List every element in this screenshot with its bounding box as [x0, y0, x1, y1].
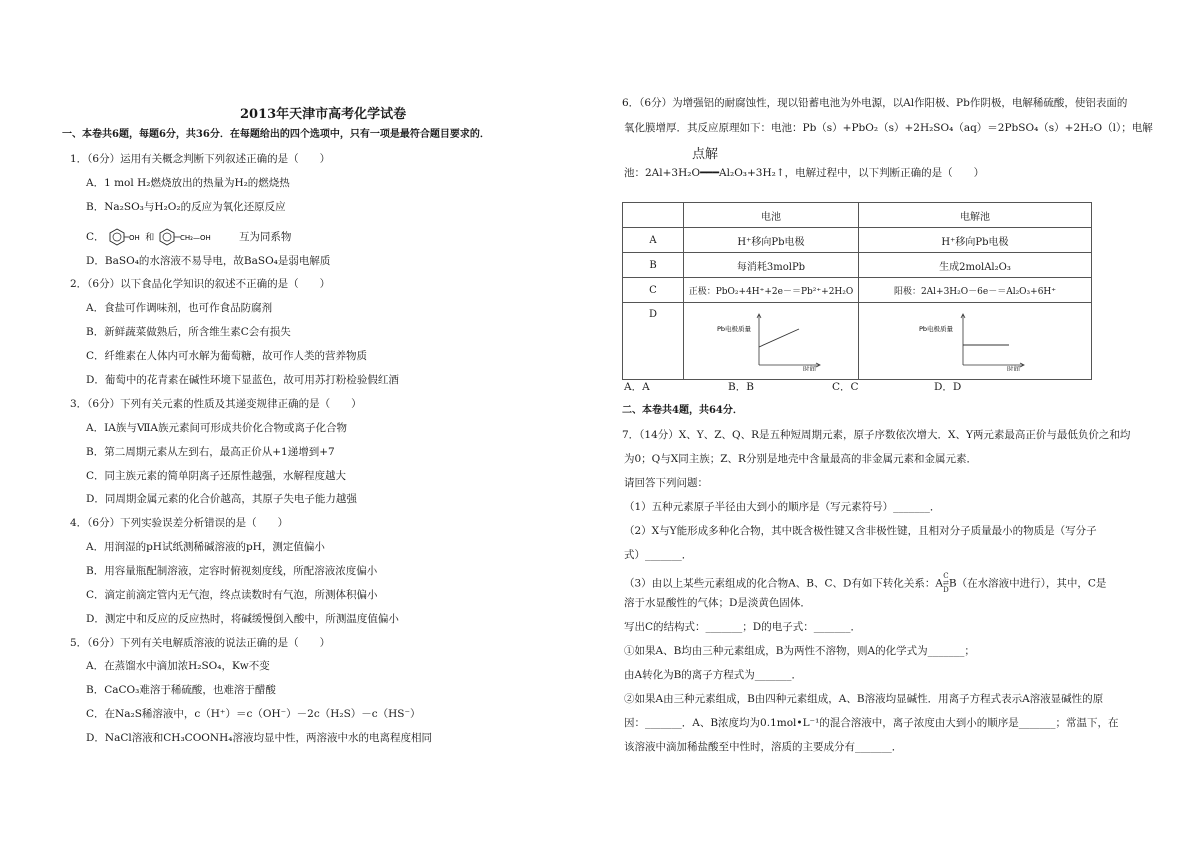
q1-option-c-prefix: C． [86, 231, 105, 243]
table-corner-cell [623, 203, 684, 228]
page-title: 2013年天津市高考化学试卷 [240, 107, 407, 122]
table-cell: 生成2molAl₂O₃ [859, 253, 1092, 278]
table-cell: H⁺移向Pb电极 [859, 228, 1092, 253]
table-row [623, 253, 1092, 278]
benzyl-alcohol-structure-icon [158, 226, 236, 248]
q3-option-a: A．ⅠA族与ⅦA族元素间可形成共价化合物或离子化合物 [86, 422, 347, 434]
q2-stem: 2．（6分）以下食品化学知识的叙述不正确的是（ ） [70, 278, 331, 290]
q7-part3-b: 溶于水显酸性的气体；D是淡黄色固体． [624, 597, 811, 609]
q6-line2: 氧化膜增厚．其反应原理如下：电池：Pb（s）+PbO₂（s）+2H₂SO₄（aq）＝2PbSO₄（s）+2H₂O（l）；电解 [624, 122, 1153, 134]
graph-battery-mass-increase [711, 309, 831, 371]
table-row [623, 303, 1092, 380]
table-cell: H⁺移向Pb电极 [684, 228, 859, 253]
q7-line1: 7．（14分）X、Y、Z、Q、R是五种短周期元素，原子序数依次增大．X、Y两元素最高正价与最低负价之和均 [622, 429, 1131, 441]
table-cell-graph-battery [684, 303, 859, 380]
table-header-battery: 电池 [684, 203, 859, 228]
q4-stem: 4．（6分）下列实验误差分析错误的是（ ） [70, 517, 289, 529]
q1-mol2-label: CH₂—OH [179, 234, 211, 242]
q6-table [622, 202, 1092, 380]
table-row-label: A [623, 228, 684, 253]
q1-option-c-he: 和 [145, 233, 155, 243]
q3-option-c: C．同主族元素的简单阴离子还原性越强，水解程度越大 [86, 470, 347, 482]
q6-option-a: A．A [624, 381, 650, 393]
q7-part3-a-pre: （3）由以上某些元素组成的化合物A、B、C、D有如下转化关系：A [624, 577, 944, 590]
q1-stem: 1．（6分）运用有关概念判断下列叙述正确的是（ ） [70, 153, 331, 165]
q7-part3-c: 写出C的结构式：_______；D的电子式：_______． [624, 621, 861, 633]
q7-part3-g: 因：_______．A、B浓度均为0.1mol•L⁻¹的混合溶液中，离子浓度由大到小的顺序是_______；常温下，在 [624, 717, 1119, 729]
q5-option-d: D．NaCl溶液和CH₃COONH₄溶液均显中性，两溶液中水的电离程度相同 [86, 732, 432, 744]
table-cell: 阳极：2Al+3H₂O－6e－＝Al₂O₃+6H⁺ [859, 278, 1092, 303]
q2-option-b: B．新鲜蔬菜做熟后，所含维生素C会有损失 [86, 326, 291, 338]
table-row-label: B [623, 253, 684, 278]
q7-line3: 请回答下列问题： [624, 477, 708, 489]
q7-part3-a [624, 573, 1106, 594]
arrow-bottom-reagent: D [943, 586, 949, 594]
q5-stem: 5．（6分）下列有关电解质溶液的说法正确的是（ ） [70, 637, 331, 649]
q7-part3-h: 该溶液中滴加稀盐酸至中性时，溶质的主要成分有_______． [624, 741, 903, 753]
section1-header: 一、本卷共6题，每题6分，共36分．在每题给出的四个选项中，只有一项是最符合题目要求的． [62, 129, 490, 140]
q2-option-c: C．纤维素在人体内可水解为葡萄糖，故可作人类的营养物质 [86, 350, 368, 362]
q2-option-d: D．葡萄中的花青素在碱性环境下显蓝色，故可用苏打粉检验假红酒 [86, 374, 399, 386]
phenol-structure-icon [108, 226, 142, 248]
q4-option-d: D．测定中和反应的反应热时，将碱缓慢倒入酸中，所测温度值偏小 [86, 613, 399, 625]
table-row-label: D [623, 303, 684, 380]
graph-xlabel: 时间 [1007, 364, 1020, 371]
table-cell: 每消耗3molPb [684, 253, 859, 278]
q7-part1: （1）五种元素原子半径由大到小的顺序是（写元素符号）_______． [624, 501, 941, 513]
arrow-symbol: ⇄ [943, 579, 949, 587]
q7-part3-a-post: B（在水溶液中进行），其中，C是 [948, 577, 1107, 590]
q7-part3-e: 由A转化为B的离子方程式为_______． [624, 669, 803, 681]
q6-line3: 池：2Al+3H₂O━━━Al₂O₃+3H₂↑，电解过程中，以下判断正确的是（ ） [624, 167, 985, 179]
section2-header: 二、本卷共4题，共64分． [622, 405, 743, 416]
q2-option-a: A．食盐可作调味剂，也可作食品防腐剂 [86, 302, 273, 314]
arrow-top-reagent: C [943, 572, 949, 580]
q3-option-d: D．同周期金属元素的化合价越高，其原子失电子能力越强 [86, 493, 357, 505]
table-row [623, 203, 1092, 228]
graph-xlabel: 时间 [803, 364, 816, 371]
table-row-label: C [623, 278, 684, 303]
q1-option-b: B．Na₂SO₃与H₂O₂的反应为氧化还原反应 [86, 201, 286, 213]
graph-electrolytic-mass-constant [915, 309, 1035, 371]
q6-electrolysis-label: 点解 [692, 147, 719, 162]
q1-option-a: A．1 mol H₂燃烧放出的热量为H₂的燃烧热 [86, 177, 290, 189]
q6-option-c: C．C [832, 381, 859, 393]
table-cell: 正极：PbO₂+4H⁺+2e－＝Pb²⁺+2H₂O [684, 278, 859, 303]
q4-option-a: A．用润湿的pH试纸测稀碱溶液的pH，测定值偏小 [86, 541, 325, 553]
graph-ylabel: Pb电极质量 [717, 324, 752, 333]
table-cell-graph-electrolytic [859, 303, 1092, 380]
q7-line2: 为0；Q与X同主族；Z、R分别是地壳中含量最高的非金属元素和金属元素． [624, 453, 977, 465]
table-row [623, 228, 1092, 253]
q1-option-d: D．BaSO₄的水溶液不易导电，故BaSO₄是弱电解质 [86, 255, 331, 267]
q3-stem: 3．（6分）下列有关元素的性质及其递变规律正确的是（ ） [70, 398, 362, 410]
q1-option-c-suffix: 互为同系物 [238, 231, 292, 243]
q4-option-c: C．滴定前滴定管内无气泡，终点读数时有气泡，所测体积偏小 [86, 589, 378, 601]
q7-part3-f: ②如果A由三种元素组成，B由四种元素组成，A、B溶液均显碱性．用离子方程式表示A溶液显碱性的原 [624, 693, 1104, 705]
q7-part2-b: 式）_______． [624, 549, 693, 561]
q6-line1: 6．（6分）为增强铝的耐腐蚀性，现以铅蓄电池为外电源，以Al作阳极、Pb作阴极，电解稀硫酸，使铝表面的 [622, 97, 1128, 109]
q4-option-b: B．用容量瓶配制溶液，定容时俯视刻度线，所配溶液浓度偏小 [86, 565, 378, 577]
q6-option-d: D．D [934, 381, 962, 393]
table-header-electrolytic: 电解池 [859, 203, 1092, 228]
q3-option-b: B．第二周期元素从左到右，最高正价从+1递增到+7 [86, 446, 335, 458]
table-row [623, 278, 1092, 303]
q5-option-b: B．CaCO₃难溶于稀硫酸，也难溶于醋酸 [86, 684, 276, 696]
q7-part3-d: ①如果A、B均由三种元素组成，B为两性不溶物，则A的化学式为_______； [624, 645, 975, 657]
q6-option-b: B．B [728, 381, 754, 393]
q5-option-a: A．在蒸馏水中滴加浓H₂SO₄，Kw不变 [86, 660, 270, 672]
q7-part2-a: （2）X与Y能形成多种化合物，其中既含极性键又含非极性键，且相对分子质量最小的物质是（写分子 [624, 525, 1097, 537]
graph-ylabel: Pb电极质量 [919, 324, 954, 333]
q1-option-c [86, 226, 291, 248]
q1-mol1-label: OH [128, 234, 140, 242]
q5-option-c: C．在Na₂S稀溶液中，c（H⁺）＝c（OH⁻）－2c（H₂S）－c（HS⁻） [86, 708, 421, 720]
